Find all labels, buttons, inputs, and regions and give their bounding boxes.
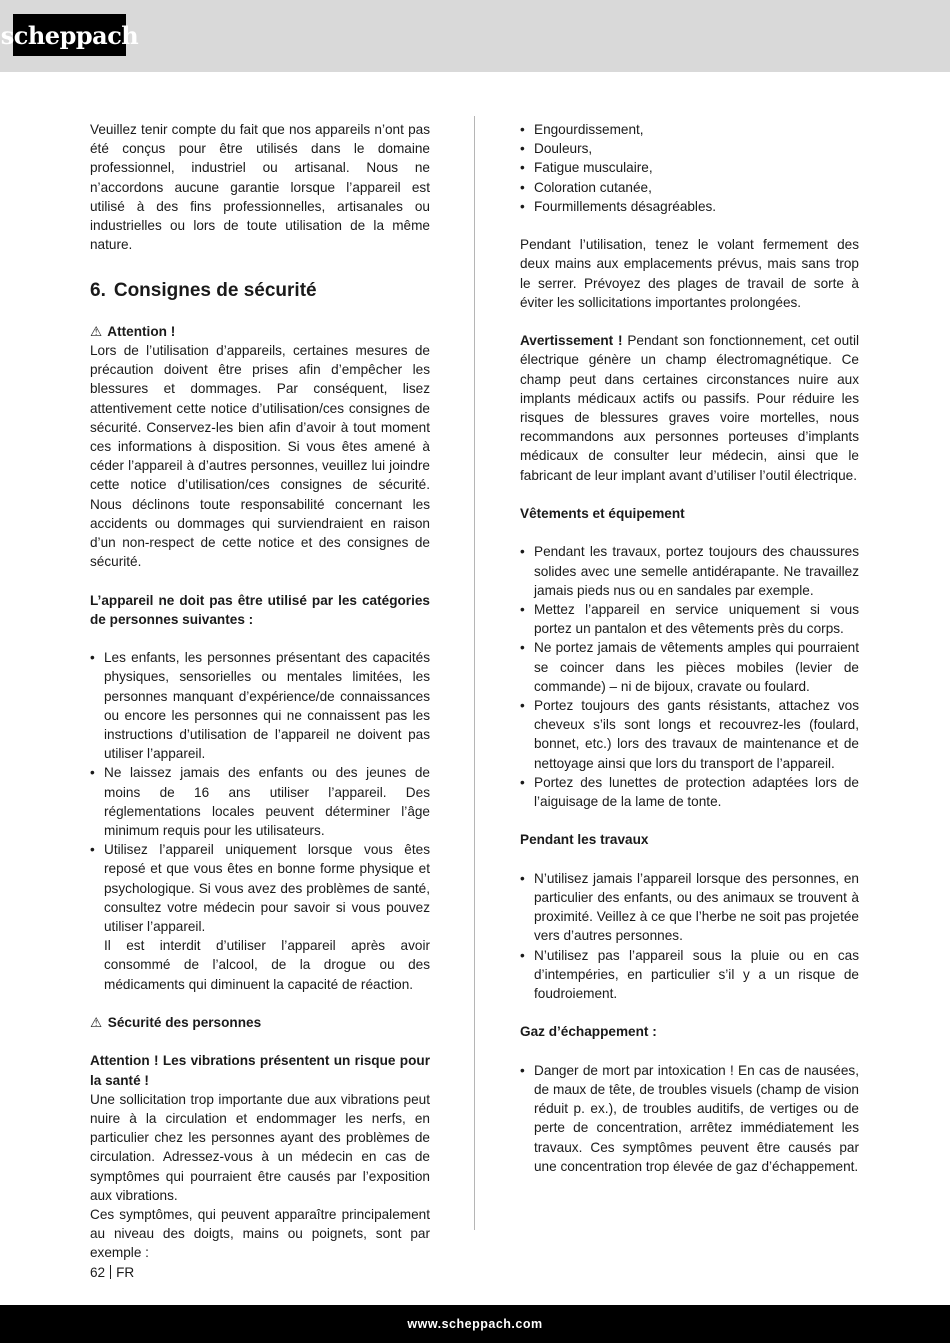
list-item: • N’utilisez pas l’appareil sous la pluie ou en cas d’intempéries, en particulier s’il y a un risque de foudroiement.: [520, 946, 859, 1004]
intro-paragraph: Veuillez tenir compte du fait que nos appareils n’ont pas été conçus pour être utilisés dans le domaine professionnel, industriel ou artisanal. Nous ne n’accordons aucune garantie lorsque l’appareil est utilisé à des fins professionnelles, artisanales ou industrielles ou lors de toute utilisation de la même nature.: [90, 122, 430, 253]
list-item: • Ne laissez jamais des enfants ou des jeunes de moins de 16 ans utiliser l’appareil. Des réglementations locales peuvent déterminer l’âge minimum requis pour les utilisateurs.: [90, 763, 430, 840]
section-title: 6. Consignes de sécurité: [90, 279, 317, 301]
symptoms-intro: Ces symptômes, qui peuvent apparaître principalement au niveau des doigts, mains ou poignets, sont par exemple :: [90, 1207, 430, 1261]
persons-heading: ⚠ Sécurité des personnes: [90, 1013, 430, 1032]
warning-paragraph: Avertissement ! Pendant son fonctionnement, cet outil électrique génère un champ électromagnétique. Ce champ peut dans certaines circonstances nuire aux implants médicaux actifs ou passifs. Pour réduire les risques de blessures graves voire mortelles, nous recommandons aux personnes porteuses d’implants médicaux de consulter leur médecin, ainsi que le fabricant de leur implant avant d’utiliser l’outil électrique.: [520, 333, 859, 483]
work-heading: Pendant les travaux: [520, 832, 649, 848]
categories-list: [90, 648, 430, 936]
list-item: • Fatigue musculaire,: [520, 158, 859, 177]
list-item: • Utilisez l’appareil uniquement lorsque vous êtes reposé et que vous êtes en bonne forme physique et psychologique. Si vous avez des problèmes de santé, consultez votre médecin pour savoir si vous pouvez utiliser l’appareil.: [90, 840, 430, 936]
vibration-heading: Attention ! Les vibrations présentent un risque pour la santé !: [90, 1053, 430, 1088]
clothing-heading: Vêtements et équipement: [520, 506, 685, 522]
header-bar: [0, 0, 950, 72]
exhaust-list: [520, 1061, 859, 1176]
warning-icon: ⚠: [90, 323, 103, 339]
brand-logo: scheppach: [13, 14, 126, 56]
vibration-paragraph: Une sollicitation trop importante due aux vibrations peut nuire à la circulation et endommager les nerfs, en particulier chez les personnes ayant des problèmes de circulation. Adressez-vous à un médecin en cas de symptômes qui pourraient être causés par l’exposition aux vibrations.: [90, 1091, 430, 1203]
attention-paragraph: Lors de l’utilisation d’appareils, certaines mesures de précaution doivent être prises afin d’empêcher les blessures et dommages. Par conséquent, lisez attentivement cette notice d’utilisation/ces consignes de sécurité. Conservez-les bien afin d’avoir à tout moment ces informations à disposition. Si vous êtes amené à céder l’appareil à d’autres personnes, veuillez lui joindre cette notice d’utilisation/ces consignes de sécurité. Nous déclinons toute responsabilité concernant les accidents ou dommages qui surviendraient en raison d’un non-respect de cette notice et des consignes de sécurité.: [90, 343, 430, 570]
website-link[interactable]: www.scheppach.com: [407, 1317, 543, 1331]
footer-bar: [0, 1305, 950, 1343]
page-number: 62: [90, 1265, 106, 1280]
list-item: • Ne portez jamais de vêtements amples qui pourraient se coincer dans les pièces mobiles (levier de commande) – ni de bijoux, cravate ou foulard.: [520, 638, 859, 696]
list-item: • N’utilisez jamais l’appareil lorsque des personnes, en particulier des enfants, ou des animaux se trouvent à proximité. Veillez à ce que l’herbe ne soit pas projetée vers d’autres personnes.: [520, 869, 859, 946]
work-list: [520, 869, 859, 1003]
usage-paragraph: Pendant l’utilisation, tenez le volant fermement des deux mains aux emplacements prévus, mais sans trop le serrer. Prévoyez des plages de travail de sorte à éviter les sollicitations importantes prolongées.: [520, 237, 859, 310]
clothing-list: [520, 542, 859, 811]
categories-note: Il est interdit d’utiliser l’appareil après avoir consommé de l’alcool, de la drogue ou des médicaments qui diminuent la capacité de réaction.: [104, 938, 430, 992]
categories-heading: L’appareil ne doit pas être utilisé par les catégories de personnes suivantes :: [90, 592, 430, 627]
list-item: • Portez toujours des gants résistants, attachez vos cheveux s’ils sont longs et recouvrez-les (foulard, bonnet, etc.) lors des travaux de maintenance et de nettoyage ainsi que lors du transport de l’appareil.: [520, 696, 859, 773]
exhaust-heading: Gaz d’échappement :: [520, 1024, 657, 1040]
list-item: • Pendant les travaux, portez toujours des chaussures solides avec une semelle antidérapante. Ne travaillez jamais pieds nus ou en sandales par exemple.: [520, 542, 859, 600]
left-column: [90, 120, 430, 1263]
list-item: • Douleurs,: [520, 139, 859, 158]
list-item: • Coloration cutanée,: [520, 178, 859, 197]
right-column: [520, 120, 859, 1176]
list-item: • Danger de mort par intoxication ! En cas de nausées, de maux de tête, de troubles visuels (champ de vision réduit p. ex.), de troubles auditifs, de vertiges ou de perte de concentration, arrêtez immédiatement les travaux. Ces symptômes peuvent être causés par une concentration trop élevée de gaz d’échappement.: [520, 1061, 859, 1176]
column-divider: [474, 116, 475, 1230]
language-code: FR: [116, 1265, 135, 1280]
list-item: • Les enfants, les personnes présentant des capacités physiques, sensorielles ou mentales limitées, les personnes manquant d’expérience/de connaissances ou encore les personnes qui ne connaissent pas les instructions d’utilisation de l’appareil ne doivent pas utiliser l’appareil.: [90, 648, 430, 763]
attention-heading: ⚠ Attention !: [90, 322, 430, 341]
list-item: • Mettez l’appareil en service uniquement si vous portez un pantalon et des vêtements près du corps.: [520, 600, 859, 638]
symptoms-list: [520, 120, 859, 216]
page-footer: [90, 1265, 134, 1280]
warning-icon: ⚠: [90, 1015, 103, 1031]
list-item: • Engourdissement,: [520, 120, 859, 139]
footer-separator: [110, 1265, 111, 1279]
list-item: • Fourmillements désagréables.: [520, 197, 859, 216]
list-item: • Portez des lunettes de protection adaptées lors de l’aiguisage de la lame de tonte.: [520, 773, 859, 811]
